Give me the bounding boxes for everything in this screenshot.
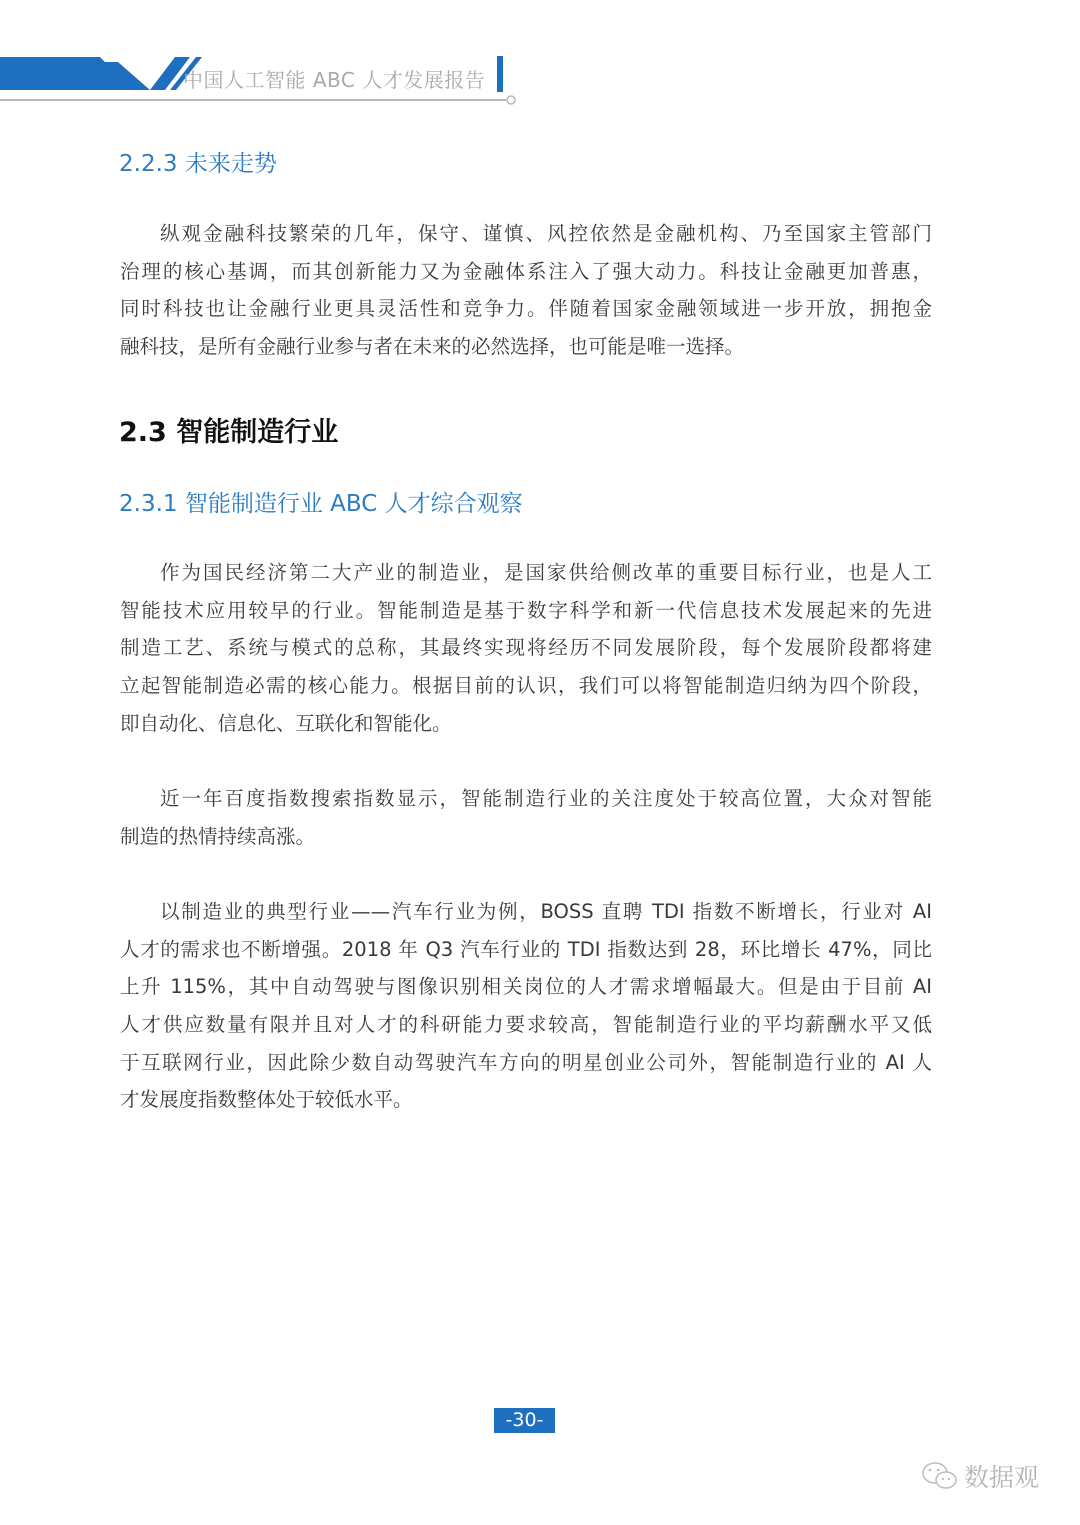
text-line: 制造工艺、系统与模式的总称，其最终实现将经历不同发展阶段，每个发展阶段都将建 (120, 636, 932, 660)
text-line: 才发展度指数整体处于较低水平。 (120, 1088, 413, 1112)
text-line: 于互联网行业，因此除少数自动驾驶汽车方向的明星创业公司外，智能制造行业的 AI 人 (120, 1050, 932, 1074)
text-line: 人才的需求也不断增强。2018 年 Q3 汽车行业的 TDI 指数达到 28，环比增长 47%，同比 (120, 937, 932, 961)
text-line: 制造的热情持续高涨。 (120, 824, 316, 848)
text-line: 人才供应数量有限并且对人才的科研能力要求较高，智能制造行业的平均薪酬水平又低 (120, 1013, 932, 1037)
text-line: 以制造业的典型行业——汽车行业为例，BOSS 直聘 TDI 指数不断增长，行业对 AI (160, 900, 932, 923)
text-line: 立起智能制造必需的核心能力。根据目前的认识，我们可以将智能制造归纳为四个阶段， (120, 674, 932, 698)
paragraph-auto-industry (120, 893, 932, 1119)
paragraph-manufacturing-intro (120, 554, 932, 742)
text-line: 即自动化、信息化、互联化和智能化。 (120, 711, 452, 735)
text-line: 同时科技也让金融行业更具灵活性和竞争力。伴随着国家金融领域进一步开放，拥抱金 (120, 297, 932, 321)
paragraph-future-trend (120, 215, 932, 366)
watermark-text: 数据观 (964, 1463, 1040, 1492)
wechat-icon (920, 1460, 960, 1492)
page-number: -30- (494, 1408, 555, 1433)
text-line: 上升 115%，其中自动驾驶与图像识别相关岗位的人才需求增幅最大。但是由于目前 AI (120, 975, 932, 999)
text-line: 作为国民经济第二大产业的制造业，是国家供给侧改革的重要目标行业，也是人工 (160, 561, 932, 584)
paragraph-baidu-index (120, 780, 932, 855)
text-line: 治理的核心基调，而其创新能力又为金融体系注入了强大动力。科技让金融更加普惠， (120, 259, 932, 283)
section-heading-2-3-1: 2.3.1 智能制造行业 ABC 人才综合观察 (119, 491, 523, 517)
text-line: 智能技术应用较早的行业。智能制造是基于数字科学和新一代信息技术发展起来的先进 (120, 598, 932, 622)
section-heading-2-2-3: 2.2.3 未来走势 (119, 151, 277, 177)
text-line: 纵观金融科技繁荣的几年，保守、谨慎、风控依然是金融机构、乃至国家主管部门 (160, 222, 932, 245)
header-title: 中国人工智能 ABC 人才发展报告 (183, 68, 486, 92)
text-line: 融科技，是所有金融行业参与者在未来的必然选择，也可能是唯一选择。 (120, 335, 745, 359)
text-line: 近一年百度指数搜索指数显示，智能制造行业的关注度处于较高位置，大众对智能 (160, 787, 932, 810)
watermark (920, 1458, 1039, 1494)
section-heading-2-3: 2.3 智能制造行业 (119, 417, 339, 448)
